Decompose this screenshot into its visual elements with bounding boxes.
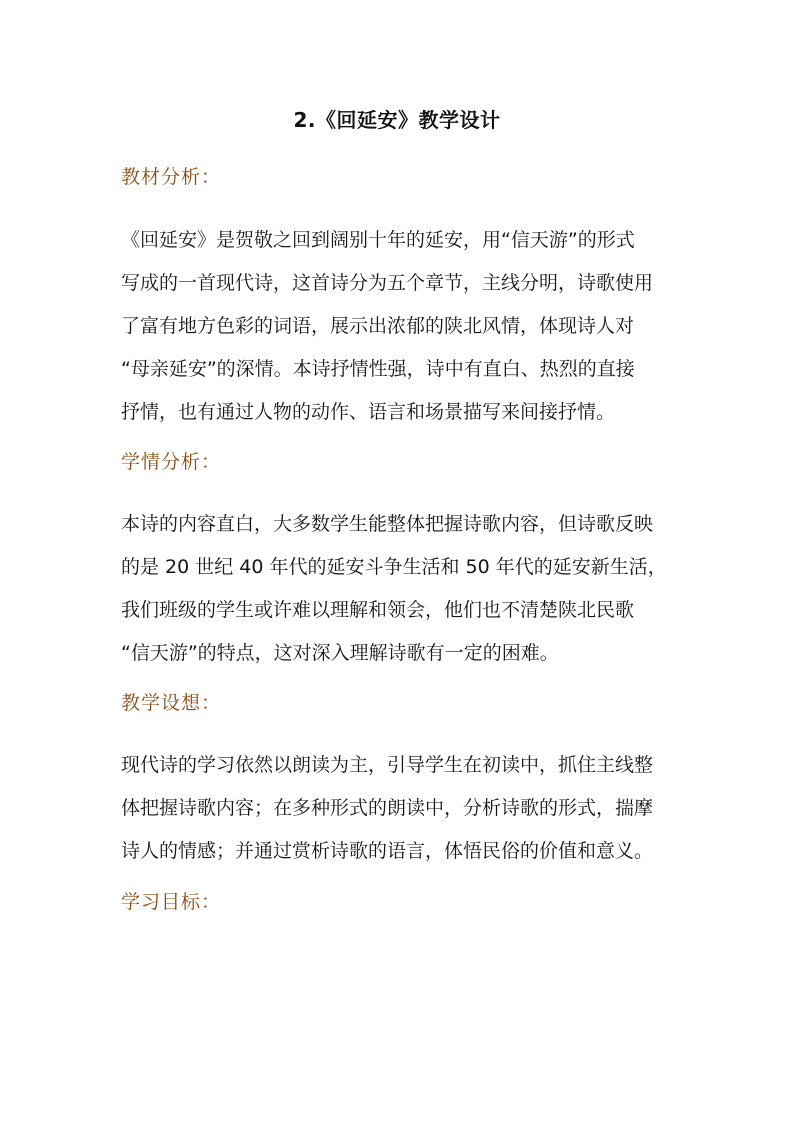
- paragraph-line: 本诗的内容直白，大多数学生能整体把握诗歌内容，但诗歌反映: [121, 513, 654, 535]
- paragraph-line: 了富有地方色彩的词语，展示出浓郁的陕北风情，体现诗人对: [121, 315, 635, 337]
- section-heading-learning-analysis: 学情分析：: [121, 451, 222, 473]
- paragraph-line: 体把握诗歌内容；在多种形式的朗读中，分析诗歌的形式，揣摩: [121, 797, 654, 819]
- paragraph-line: “信天游”的特点，这对深入理解诗歌有一定的困难。: [121, 642, 559, 664]
- paragraph-line: 诗人的情感；并通过赏析诗歌的语言，体悟民俗的价值和意义。: [121, 840, 654, 862]
- section-paragraph-textbook-analysis: [121, 219, 681, 434]
- section-heading-teaching-design: 教学设想：: [121, 692, 222, 714]
- section-heading-learning-goals: 学习目标：: [121, 891, 222, 913]
- section-heading-textbook-analysis: 教材分析：: [121, 166, 222, 188]
- section-paragraph-teaching-design: [121, 744, 681, 873]
- paragraph-line: 抒情，也有通过人物的动作、语言和场景描写来间接抒情。: [121, 401, 616, 423]
- paragraph-line: “母亲延安”的深情。本诗抒情性强，诗中有直白、热烈的直接: [121, 358, 635, 380]
- paragraph-line: 现代诗的学习依然以朗读为主，引导学生在初读中，抓住主线整: [121, 754, 654, 776]
- paragraph-line: 我们班级的学生或许难以理解和领会，他们也不清楚陕北民歌: [121, 599, 635, 621]
- section-paragraph-learning-analysis: [121, 503, 681, 675]
- paragraph-line: 《回延安》是贺敬之回到阔别十年的延安，用“信天游”的形式: [121, 229, 635, 251]
- paragraph-line: 写成的一首现代诗，这首诗分为五个章节，主线分明，诗歌使用: [121, 272, 654, 294]
- document-title: 2.《回延安》教学设计: [293, 108, 501, 132]
- paragraph-line: 的是 20 世纪 40 年代的延安斗争生活和 50 年代的延安新生活，: [121, 556, 667, 578]
